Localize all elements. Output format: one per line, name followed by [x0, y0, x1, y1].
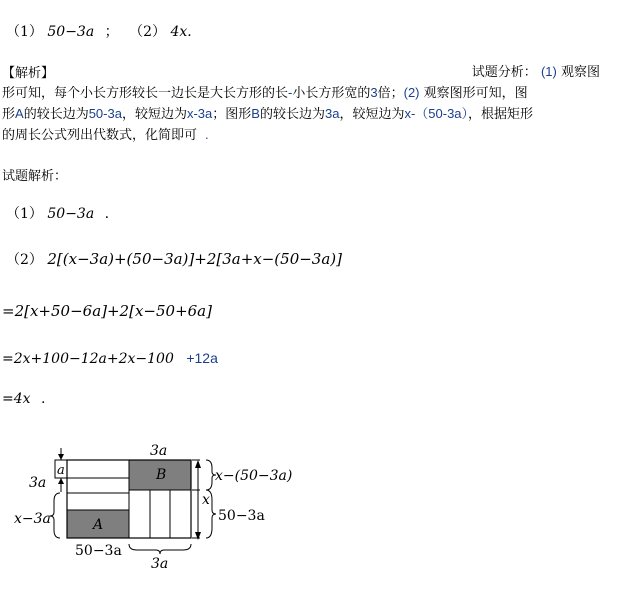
solution-label: 试题解析： — [2, 169, 68, 184]
analysis-expr-1: 50-3a — [88, 106, 122, 121]
answer-part1-number: （1） — [6, 24, 43, 40]
solution-line4-expression: =2x+100−12a+2x−100 — [2, 351, 174, 367]
analysis-text-2b: 的较长边为 — [23, 107, 89, 122]
fig-label-50-minus-3a-right: 50−3a — [218, 508, 265, 524]
analysis-figure-B: B — [251, 106, 260, 121]
solution-line-5 — [2, 391, 45, 407]
solution-line4-tail: +12a — [186, 350, 218, 366]
solution-line3-expression: =2[x+50−6a]+2[x−50+6a] — [2, 302, 212, 320]
fig-label-3a-left: 3a — [29, 475, 47, 491]
analysis-text-2d: ；图形 — [212, 107, 252, 122]
fig-label-a: a — [57, 463, 65, 478]
analysis-number-1: (1) — [540, 64, 557, 79]
solution-line-1 — [6, 203, 109, 223]
solution-line1-expression: 50−3a — [47, 206, 95, 222]
analysis-text-2f: ，较短边为 — [339, 107, 405, 122]
analysis-end: . — [205, 127, 209, 142]
solution-line2-number: （2） — [6, 252, 43, 268]
fig-label-50-minus-3a-bottom: 50−3a — [75, 543, 122, 559]
answer-part2-expression: 4x. — [170, 24, 192, 40]
analysis-expr-3: 3a — [324, 106, 340, 121]
answer-separator: ； — [104, 24, 119, 40]
fig-label-3a-bottom: 3a — [151, 556, 169, 572]
answer-part1-expression: 50−3a — [47, 24, 95, 40]
answer-line — [6, 21, 192, 41]
solution-line5-end: . — [41, 391, 46, 407]
analysis-first-line — [2, 62, 628, 83]
solution-line-4 — [2, 350, 218, 367]
rectangle-figure — [0, 440, 320, 599]
solution-line-3 — [2, 302, 212, 320]
analysis-number-2: (2) — [403, 85, 420, 100]
fig-label-x: x — [202, 492, 210, 508]
solution-line1-number: （1） — [6, 206, 43, 222]
analysis-figure-A: A — [15, 106, 24, 121]
analysis-paragraph — [2, 62, 628, 146]
analysis-fenxi-label: 试题分析： — [471, 65, 537, 80]
analysis-text-2c: ，较短边为 — [121, 107, 187, 122]
analysis-text-1b: 形可知，每个小长方形较长一边长是大长方形的长 — [2, 86, 289, 101]
fig-label-x-minus-50-3a: x−(50−3a) — [215, 468, 293, 484]
fig-label-3a-top: 3a — [150, 443, 168, 459]
solution-line1-end: . — [104, 206, 110, 222]
analysis-expr-2: x-3a — [186, 106, 213, 121]
analysis-text-1a: 观察图 — [560, 65, 600, 80]
analysis-expr-4: x-（50-3a） — [404, 106, 469, 121]
answer-part2-number: （2） — [129, 24, 167, 40]
analysis-text-2g: 的周长公式列出代数式，化简即可 — [2, 128, 198, 143]
fig-label-B: B — [156, 467, 167, 483]
solution-line-2 — [6, 249, 342, 269]
analysis-heading: 【解析】 — [2, 66, 55, 81]
fig-label-x-minus-3a: x−3a — [14, 511, 51, 527]
solution-line5-expression: =4x — [2, 391, 31, 407]
analysis-body: 形可知，每个小长方形较长一边长是大长方形的长-小长方形宽的3倍；(2) 观察图形可知，图 形A的较长边为50-3a，较短边为x-3a；图形B的较长边为3a，较短边为x-（50-3a），根据矩形 的周长公式列出代数式，化简即可 . — [2, 85, 534, 143]
analysis-text-2a: 观察图形可知，图 — [419, 86, 528, 101]
solution-line2-expression: 2[(x−3a)+(50−3a)]+2[3a+x−(50−3a)] — [47, 250, 342, 268]
fig-label-A: A — [93, 517, 104, 533]
analysis-text-2e: 的较长边为 — [259, 107, 325, 122]
